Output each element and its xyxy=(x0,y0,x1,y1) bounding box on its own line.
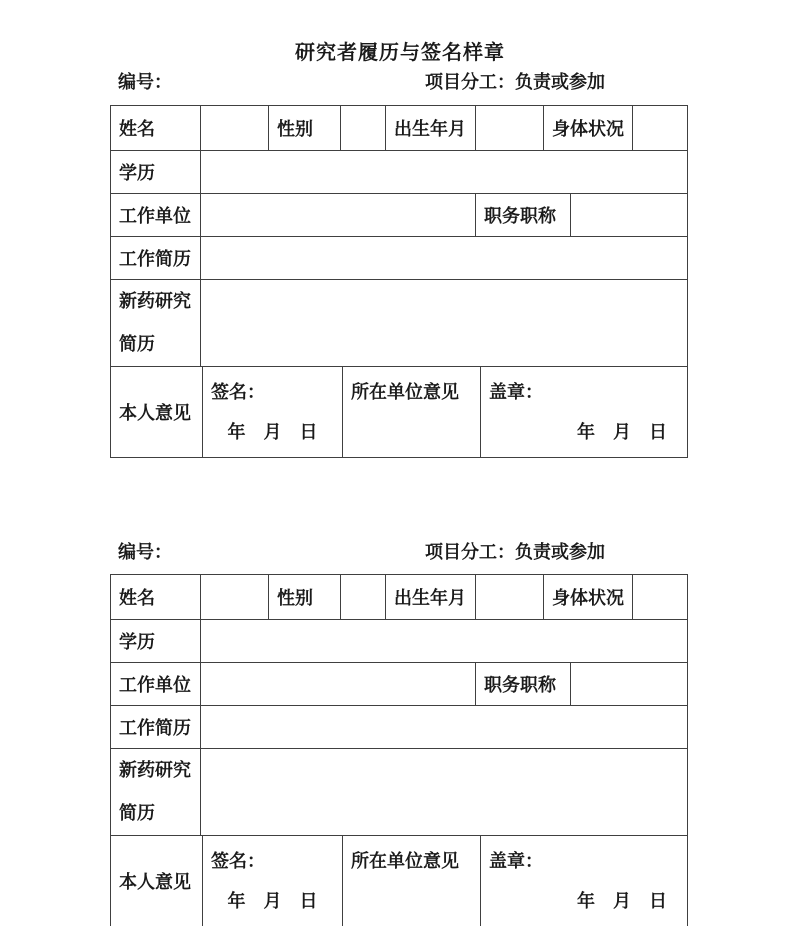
self-opinion-label: 本人意见 xyxy=(111,367,203,457)
gender-label: 性别 xyxy=(269,106,341,150)
table-row xyxy=(111,194,687,237)
signature-cell xyxy=(203,836,343,926)
table-row xyxy=(111,836,687,926)
table-row xyxy=(111,620,687,663)
work-unit-label: 工作单位 xyxy=(111,663,201,705)
table-row xyxy=(111,663,687,706)
birth-date-label: 出生年月 xyxy=(386,106,476,150)
work-unit-value-cell xyxy=(201,663,476,705)
seal-date-line: 年 月 日 xyxy=(577,422,667,442)
education-value-cell xyxy=(201,620,687,662)
new-drug-resume-value-cell xyxy=(201,749,687,835)
table-row xyxy=(111,280,687,367)
new-drug-resume-label: 新药研究 简历 xyxy=(111,280,201,366)
table-row xyxy=(111,151,687,194)
signature-label: 签名： xyxy=(211,382,265,402)
table-row xyxy=(111,749,687,836)
name-value-cell xyxy=(201,575,269,619)
education-label: 学历 xyxy=(111,620,201,662)
name-label: 姓名 xyxy=(111,106,201,150)
meta-row-1 xyxy=(110,68,688,92)
meta-row-2 xyxy=(110,538,688,562)
seal-cell xyxy=(481,367,687,457)
table-row xyxy=(111,706,687,749)
resume-table-2 xyxy=(110,574,688,926)
birth-date-label: 出生年月 xyxy=(386,575,476,619)
resume-table-1 xyxy=(110,105,688,458)
gender-value-cell xyxy=(341,575,386,619)
new-drug-resume-value-cell xyxy=(201,280,687,366)
seal-date-line: 年 月 日 xyxy=(577,891,667,911)
work-unit-label: 工作单位 xyxy=(111,194,201,236)
work-resume-label: 工作简历 xyxy=(111,706,201,748)
number-label: 编号： xyxy=(118,72,172,92)
unit-opinion-label: 所在单位意见 xyxy=(343,836,481,926)
table-row xyxy=(111,237,687,280)
new-drug-resume-label: 新药研究 简历 xyxy=(111,749,201,835)
unit-opinion-label: 所在单位意见 xyxy=(343,367,481,457)
birth-date-value-cell xyxy=(476,575,544,619)
position-title-value-cell xyxy=(571,194,687,236)
signature-date-line: 年 月 日 xyxy=(227,891,318,911)
position-title-label: 职务职称 xyxy=(476,663,571,705)
position-title-value-cell xyxy=(571,663,687,705)
project-assignment-label: 项目分工：负责或参加 xyxy=(425,72,605,92)
education-value-cell xyxy=(201,151,687,193)
table-row xyxy=(111,367,687,457)
name-label: 姓名 xyxy=(111,575,201,619)
work-unit-value-cell xyxy=(201,194,476,236)
self-opinion-label: 本人意见 xyxy=(111,836,203,926)
work-resume-label: 工作简历 xyxy=(111,237,201,279)
education-label: 学历 xyxy=(111,151,201,193)
table-row xyxy=(111,575,687,620)
seal-label: 盖章： xyxy=(489,851,543,871)
gender-value-cell xyxy=(341,106,386,150)
number-label: 编号： xyxy=(118,542,172,562)
table-row xyxy=(111,106,687,151)
seal-cell xyxy=(481,836,687,926)
gender-label: 性别 xyxy=(269,575,341,619)
page-title: 研究者履历与签名样章 xyxy=(295,42,505,64)
name-value-cell xyxy=(201,106,269,150)
work-resume-value-cell xyxy=(201,237,687,279)
health-label: 身体状况 xyxy=(544,575,633,619)
position-title-label: 职务职称 xyxy=(476,194,571,236)
seal-label: 盖章： xyxy=(489,382,543,402)
signature-date-line: 年 月 日 xyxy=(227,422,318,442)
signature-label: 签名： xyxy=(211,851,265,871)
health-value-cell xyxy=(633,575,687,619)
birth-date-value-cell xyxy=(476,106,544,150)
health-label: 身体状况 xyxy=(544,106,633,150)
work-resume-value-cell xyxy=(201,706,687,748)
signature-cell xyxy=(203,367,343,457)
health-value-cell xyxy=(633,106,687,150)
project-assignment-label: 项目分工：负责或参加 xyxy=(425,542,605,562)
